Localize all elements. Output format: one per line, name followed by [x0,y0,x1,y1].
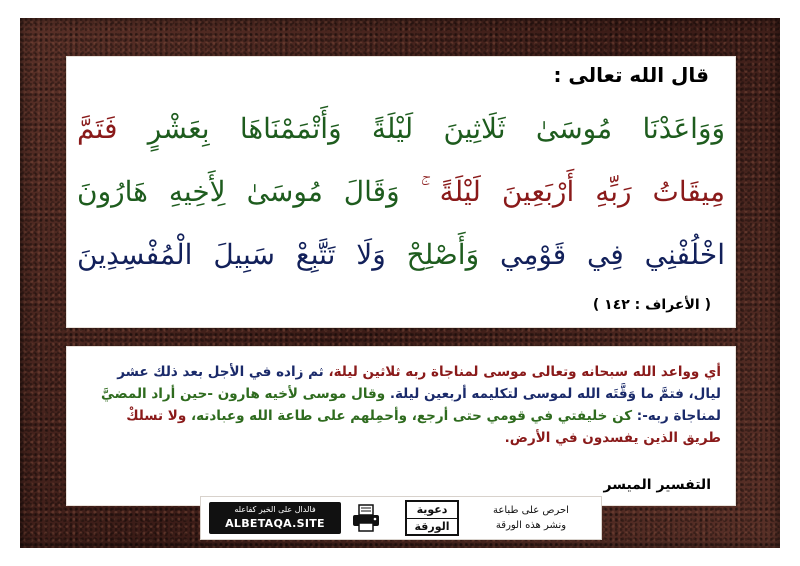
verse-segment: اخْلُفْنِي فِي قَوْمِي [499,238,725,271]
print-encouragement [471,503,591,533]
verse-segment: وَأَصْلِحْ [406,238,500,271]
encourage-line-1: احرص على طباعة [493,505,569,516]
tafsir-segment: لمناجاة ربه-: [632,408,721,424]
tafsir-line-3 [75,405,721,427]
site-badge[interactable] [209,502,341,534]
tafsir-segment: ليال، فتمَّ ما وَقَّتَه الله لموسى لتكليمه أربعين ليلة. [385,386,721,402]
tafsir-segment: كن خليفتي في قومي حتى أرجع، وأحمِلهم على طاعة الله وعبادته، [186,408,633,424]
tafsir-line-2 [75,383,721,405]
site-tagline: فالدال على الخير كفاعله [234,505,316,514]
verse-reference: ( الأعراف : ١٤٢ ) [592,297,711,313]
tafsir-card [66,346,736,506]
tafsir-line-1 [75,361,721,383]
site-url[interactable]: ALBETAQA.SITE [225,517,325,530]
encourage-line-2: ونشر هذه الورقة [495,520,567,531]
printer-icon [351,503,381,533]
verse-text [77,97,725,286]
verse-segment: مِيقَاتُ رَبِّهِ أَرْبَعِينَ لَيْلَةً ۚ [420,175,725,208]
tafsir-segment: أي وواعد الله سبحانه وتعالى موسى لمناجاة ربه ثلاثين ليلة، [323,364,721,380]
verse-line-1 [77,97,725,160]
verse-card [66,56,736,328]
verse-intro-label: قال الله تعالى : [553,63,709,87]
verse-segment: وَقَالَ مُوسَىٰ لِأَخِيهِ هَارُونَ [77,175,421,208]
tafsir-source: التفسير الميسر [603,477,711,493]
tafsir-line-4 [75,427,721,449]
verse-line-3 [77,223,725,286]
logo-bottom-word: الورقة [414,520,450,533]
tafsir-segment: ولا تسلكْ [126,408,187,424]
verse-segment: فَتَمَّ [77,112,148,145]
verse-segment: وَلَا تَتَّبِعْ سَبِيلَ الْمُفْسِدِينَ [77,238,407,271]
tafsir-segment: ثم زاده في الأجل بعد ذلك عشر [117,364,324,380]
logo-top-word: دعوية [407,502,457,519]
tafsir-segment: طريق الذين يفسدون في الأرض. [504,430,721,446]
dawiya-logo [405,500,459,536]
footer-bar [200,496,602,540]
tafsir-segment: وقال موسى لأخيه هارون -حين أراد المضيَّ [100,386,386,402]
verse-segment: وَوَاعَدْنَا مُوسَىٰ ثَلَاثِينَ لَيْلَةً وَأَتْمَمْنَاهَا بِعَشْرٍ [147,112,725,145]
verse-line-2 [77,160,725,223]
tafsir-text [75,361,721,449]
